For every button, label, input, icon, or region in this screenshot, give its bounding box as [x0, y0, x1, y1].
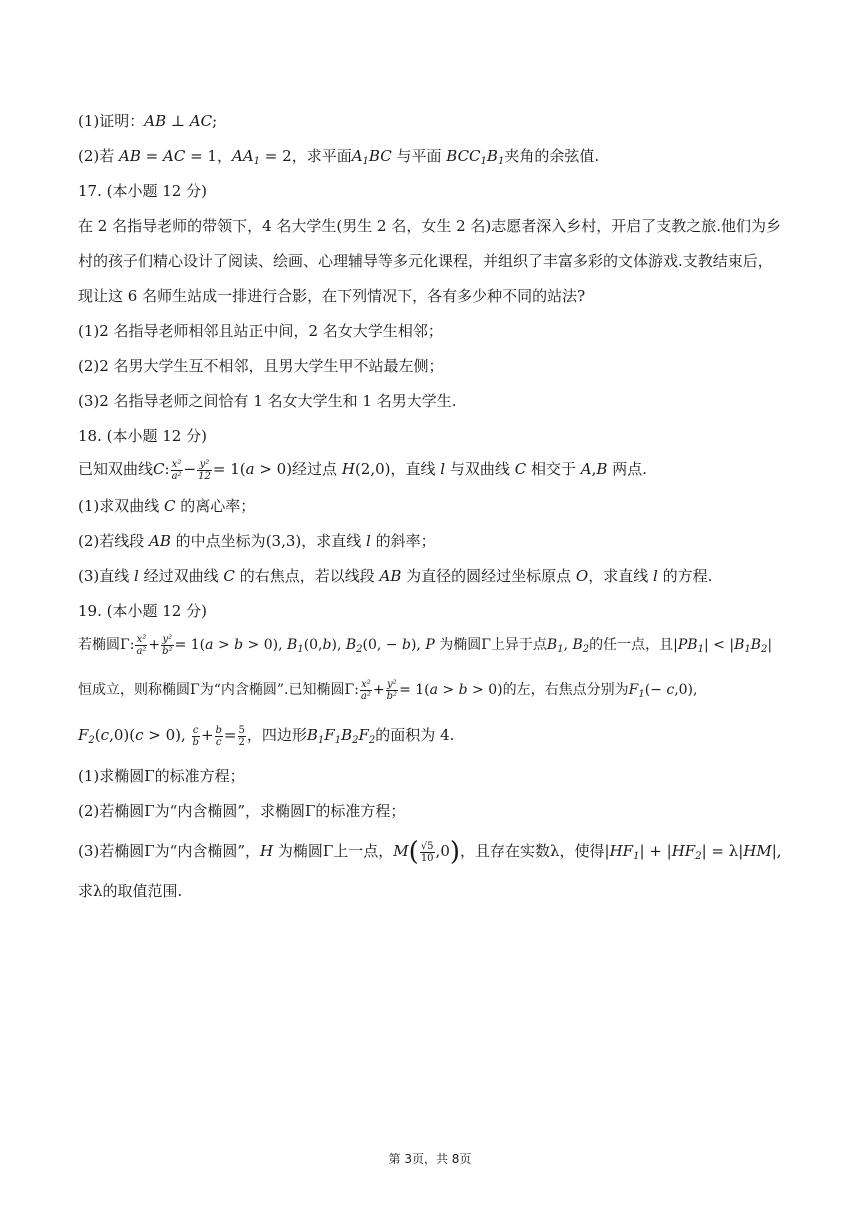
q19-line1: 若椭圆Γ: $\frac{\text{x²}}{\text{a²}}$ + $\frac{\text{y²}}{\text{b²}}$ = 1(a > b > 0), $B_1(0,b)$, $B_2(0$, − b), P 为椭圆Γ上异于点$B_1$, $B_2$的任一点，且$|PB_1| < |B_1B_2|$: [78, 633, 773, 657]
q18-sub2: (2)若线段 AB 的中点坐标为(3,3)，求直线 l 的斜率；: [78, 532, 436, 550]
q19-line2: 恒成立，则称椭圆Γ为“内含椭圆”.已知椭圆Γ: $\frac{\text{x²}}{\text{a²}}$ + $\frac{\text{y²}}{\text{b²}}$ = 1(a > b > 0)的左，右焦点分别为$F_1(- c,0)$,: [78, 678, 698, 702]
q18-heading: 18. (本小题 12 分): [78, 427, 207, 445]
q16-part2: (2)若 AB = AC = 1，$AA_1 = 2$，求平面$A_1BC$ 与平面 $BCC_1B_1$夹角的余弦值.: [78, 147, 600, 167]
q18-sub1: (1)求双曲线 C 的离心率；: [78, 497, 256, 515]
q17-sub2: (2)2 名男大学生互不相邻，且男大学生甲不站最左侧；: [78, 357, 444, 375]
q19-heading: 19. (本小题 12 分): [78, 602, 207, 620]
q19-sub2: (2)若椭圆Γ为“内含椭圆”，求椭圆Γ的标准方程；: [78, 802, 406, 820]
page-footer: 第 3页，共 8页: [388, 1152, 472, 1166]
q19-line3: $F_2(c,0)(c > 0)$, $\frac{c}{b}$ + $\frac{b}{c}$ = $\frac{5}{2}$ ，四边形$B_1F_1B_2F_2$的面积为 4.: [78, 724, 455, 748]
q16-part1: (1)证明：AB ⊥ AC;: [78, 112, 218, 130]
q19-sub3: (3)若椭圆Γ为“内含椭圆”，H 为椭圆Γ上一点，M( $\frac{√5}{10}$ ,0)，且存在实数λ，使得$|HF_1| + |HF_2| = \lambda|HM|$,: [78, 837, 782, 867]
q17-para-line1: 在 2 名指导老师的带领下，4 名大学生(男生 2 名，女生 2 名)志愿者深入乡村，开启了支教之旅.他们为乡: [78, 217, 782, 235]
q19-sub4: 求λ的取值范围.: [78, 882, 183, 900]
q17-sub3: (3)2 名指导老师之间恰有 1 名女大学生和 1 名男大学生.: [78, 392, 457, 410]
q18-sub3: (3)直线 l 经过双曲线 C 的右焦点，若以线段 AB 为直径的圆经过坐标原点 O，求直线 l 的方程.: [78, 567, 713, 585]
q17-heading: 17. (本小题 12 分): [78, 182, 207, 200]
q17-sub1: (1)2 名指导老师相邻且站正中间，2 名女大学生相邻；: [78, 322, 443, 340]
q19-sub1: (1)求椭圆Γ的标准方程；: [78, 767, 245, 785]
q17-para-line3: 现让这 6 名师生站成一排进行合影，在下列情况下，各有多少种不同的站法?: [78, 287, 586, 305]
q17-para-line2: 村的孩子们精心设计了阅读、绘画、心理辅导等多元化课程，并组织了丰富多彩的文体游戏.支教结束后，: [78, 252, 773, 270]
q18-intro: 已知双曲线C: $\frac{\text{x²}}{\text{a²}}$ − $\frac{\text{y²}}{12}$ = 1(a > 0)经过点 H(2,0)，直线 l 与双曲线 C 相交于 A,B 两点.: [78, 458, 647, 482]
